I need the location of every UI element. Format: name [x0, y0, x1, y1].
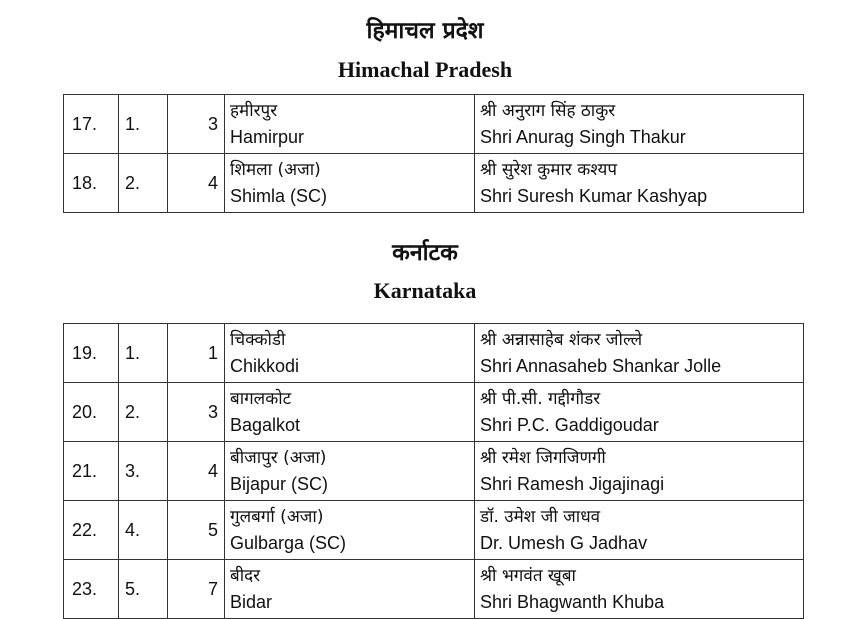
- state-serial: 4.: [119, 501, 168, 560]
- candidate-cell: [475, 383, 804, 442]
- constituency-name-hindi: बीदर: [230, 566, 261, 586]
- serial-number: 23.: [64, 560, 119, 619]
- constituency-number: 4: [168, 442, 225, 501]
- table-row: [64, 501, 804, 560]
- state-serial: 2.: [119, 154, 168, 213]
- state-title-hindi: कर्नाटक: [392, 240, 458, 266]
- serial-number: 19.: [64, 324, 119, 383]
- candidate-name-hindi: श्री पी.सी. गद्दीगौडर: [480, 389, 601, 409]
- table-row: [64, 383, 804, 442]
- state-title-english: Himachal Pradesh: [337, 57, 513, 82]
- candidate-name-hindi: श्री अन्नासाहेब शंकर जोल्ले: [480, 330, 643, 350]
- constituency-name-hindi: बागलकोट: [230, 389, 292, 409]
- table-row: [64, 95, 804, 154]
- table-row: [64, 154, 804, 213]
- constituency-name-english: Shimla (SC): [230, 186, 328, 206]
- table-row: [64, 442, 804, 501]
- constituency-cell: [225, 442, 475, 501]
- candidate-name-english: Dr. Umesh G Jadhav: [480, 533, 648, 553]
- constituency-cell: [225, 95, 475, 154]
- serial-number: 17.: [64, 95, 119, 154]
- candidate-name-english: Shri Ramesh Jigajinagi: [480, 474, 665, 494]
- constituency-name-hindi: बीजापुर (अजा): [230, 448, 327, 468]
- constituency-cell: [225, 383, 475, 442]
- candidate-cell: [475, 442, 804, 501]
- constituency-number: 4: [168, 154, 225, 213]
- state-serial: 1.: [119, 95, 168, 154]
- constituency-name-english: Bidar: [230, 592, 273, 612]
- serial-number: 18.: [64, 154, 119, 213]
- state-serial: 5.: [119, 560, 168, 619]
- constituency-cell: [225, 324, 475, 383]
- constituency-cell: [225, 501, 475, 560]
- constituency-name-english: Bijapur (SC): [230, 474, 329, 494]
- constituency-name-english: Gulbarga (SC): [230, 533, 347, 553]
- serial-number: 20.: [64, 383, 119, 442]
- candidate-name-hindi: श्री सुरेश कुमार कश्यप: [480, 160, 618, 180]
- constituency-name-english: Chikkodi: [230, 356, 300, 376]
- constituency-number: 5: [168, 501, 225, 560]
- candidate-name-hindi: डॉ. उमेश जी जाधव: [480, 507, 601, 527]
- candidate-name-english: Shri Bhagwanth Khuba: [480, 592, 665, 612]
- table-row: [64, 324, 804, 383]
- constituency-name-hindi: चिक्कोडी: [230, 330, 286, 350]
- constituency-name-english: Bagalkot: [230, 415, 301, 435]
- candidate-cell: [475, 324, 804, 383]
- constituency-name-english: Hamirpur: [230, 127, 305, 147]
- candidate-table-karnataka: [63, 323, 804, 619]
- candidate-cell: [475, 501, 804, 560]
- candidate-cell: [475, 560, 804, 619]
- table-row: [64, 560, 804, 619]
- constituency-number: 1: [168, 324, 225, 383]
- candidate-name-english: Shri Anurag Singh Thakur: [480, 127, 686, 147]
- constituency-name-hindi: शिमला (अजा): [230, 160, 321, 180]
- candidate-name-hindi: श्री रमेश जिगजिणगी: [480, 448, 606, 468]
- candidate-table-himachal: [63, 94, 804, 213]
- serial-number: 22.: [64, 501, 119, 560]
- state-title-hindi: हिमाचल प्रदेश: [366, 18, 484, 44]
- constituency-number: 7: [168, 560, 225, 619]
- constituency-cell: [225, 154, 475, 213]
- constituency-name-hindi: गुलबर्गा (अजा): [230, 507, 324, 527]
- candidate-name-english: Shri Annasaheb Shankar Jolle: [480, 356, 722, 376]
- state-serial: 3.: [119, 442, 168, 501]
- candidate-name-english: Shri Suresh Kumar Kashyap: [480, 186, 708, 206]
- constituency-cell: [225, 560, 475, 619]
- candidate-cell: [475, 154, 804, 213]
- candidate-name-hindi: श्री भगवंत खूबा: [480, 566, 576, 586]
- serial-number: 21.: [64, 442, 119, 501]
- state-serial: 1.: [119, 324, 168, 383]
- constituency-number: 3: [168, 383, 225, 442]
- candidate-name-english: Shri P.C. Gaddigoudar: [480, 415, 659, 435]
- candidate-cell: [475, 95, 804, 154]
- state-serial: 2.: [119, 383, 168, 442]
- state-title-english: Karnataka: [373, 278, 477, 303]
- constituency-number: 3: [168, 95, 225, 154]
- candidate-name-hindi: श्री अनुराग सिंह ठाकुर: [480, 101, 616, 121]
- constituency-name-hindi: हमीरपुर: [230, 101, 278, 121]
